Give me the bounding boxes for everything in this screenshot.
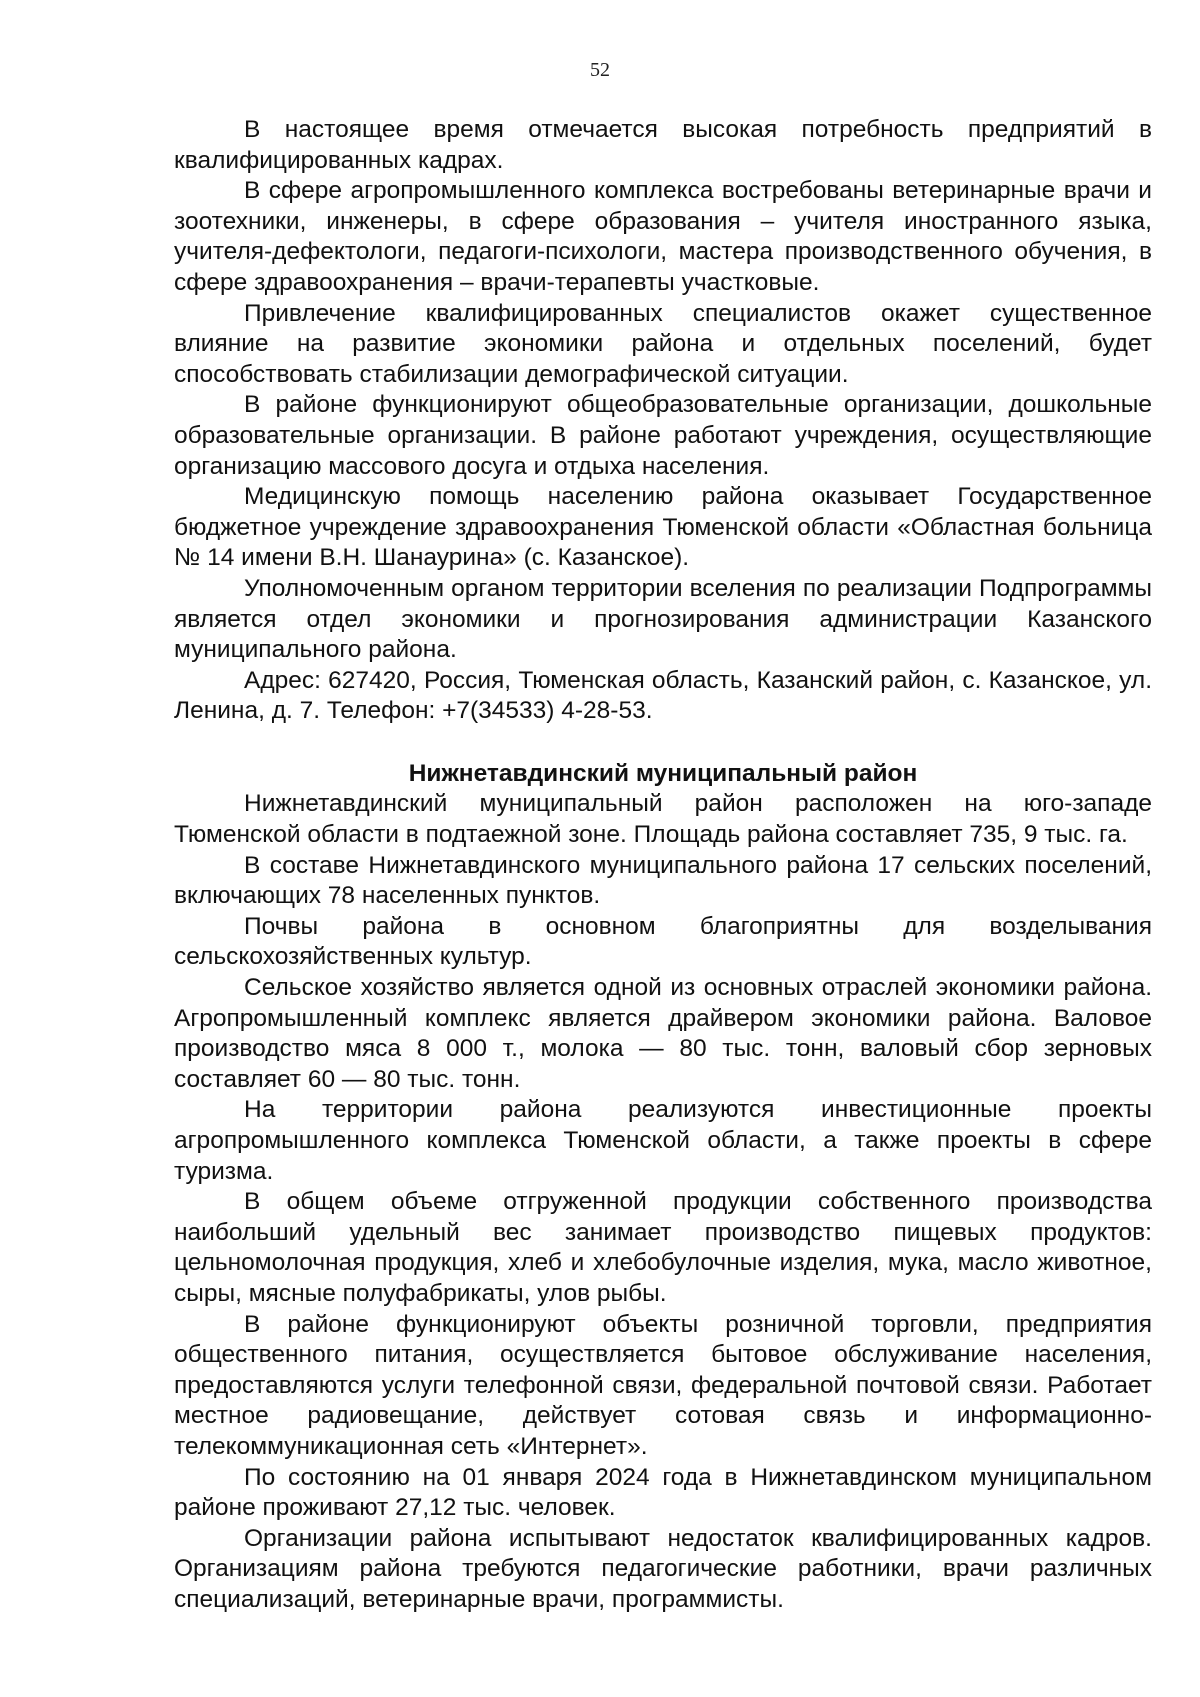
paragraph: В общем объеме отгруженной продукции собственного производства наибольший удельный вес занимает производство пищевых продуктов: цельномолочная продукция, хлеб и хлебобулочные изделия, мука, масло животное, сыры, мясные полуфабрикаты, улов рыбы. (174, 1188, 1152, 1307)
paragraph: На территории района реализуются инвестиционные проекты агропромышленного комплекса Тюменской области, а также проекты в сфере туризма. (174, 1096, 1152, 1185)
paragraph: По состоянию на 01 января 2024 года в Нижнетавдинском муниципальном районе проживают 27,12 тыс. человек. (174, 1463, 1152, 1522)
paragraph: В районе функционируют объекты розничной торговли, предприятия общественного питания, осуществляется бытовое обслуживание населения, предоставляются услуги телефонной связи, федеральной почтовой связи. Работает местное радиовещание, действует сотовая связь и информационно-телекоммуникационная сеть «Интернет». (174, 1310, 1152, 1460)
paragraph: Адрес: 627420, Россия, Тюменская область, Казанский район, с. Казанское, ул. Ленина, д. 7. Телефон: +7(34533) 4-28-53. (174, 666, 1152, 725)
paragraph: Уполномоченным органом территории вселения по реализации Подпрограммы является отдел экономики и прогнозирования администрации Казанского муниципального района. (174, 574, 1152, 664)
paragraph: В составе Нижнетавдинского муниципального района 17 сельских поселений, включающих 78 населенных пунктов. (174, 851, 1152, 910)
paragraph: Привлечение квалифицированных специалистов окажет существенное влияние на развитие экономики района и отдельных поселений, будет способствовать стабилизации демографической ситуации. (174, 299, 1152, 388)
paragraph: Организации района испытывают недостаток квалифицированных кадров. Организациям района требуются педагогические работники, врачи различных специализаций, ветеринарные врачи, программисты. (174, 1524, 1152, 1613)
section-heading: Нижнетавдинский муниципальный район (408, 759, 918, 787)
paragraph: В настоящее время отмечается высокая потребность предприятий в квалифицированных кадрах. (174, 116, 1152, 174)
paragraph: В сфере агропромышленного комплекса востребованы ветеринарные врачи и зоотехники, инженеры, в сфере образования – учителя иностранного языка, учителя-дефектологи, педагоги-психологи, мастера производственного обучения, в сфере здравоохранения – врачи-терапевты участковые. (174, 177, 1152, 296)
paragraph: Нижнетавдинский муниципальный район расположен на юго-западе Тюменской области в подтаежной зоне. Площадь района составляет 735, 9 тыс. га. (174, 790, 1152, 849)
paragraph: В районе функционируют общеобразовательные организации, дошкольные образовательные организации. В районе работают учреждения, осуществляющие организацию массового досуга и отдыха населения. (174, 391, 1152, 480)
section-spacer (174, 727, 1152, 759)
page-body (174, 115, 1152, 1616)
paragraph: Медицинскую помощь населению района оказывает Государственное бюджетное учреждение здравоохранения Тюменской области «Областная больница № 14 имени В.Н. Шанаурина» (с. Казанское). (174, 483, 1152, 572)
page-number: 52 (590, 59, 610, 81)
paragraph: Почвы района в основном благоприятны для возделывания сельскохозяйственных культур. (174, 912, 1152, 971)
paragraph: Сельское хозяйство является одной из основных отраслей экономики района. Агропромышленный комплекс является драйвером экономики района. Валовое производство мяса 8 000 т., молока — 80 тыс. тонн, валовый сбор зерновых составляет 60 — 80 тыс. тонн. (174, 974, 1152, 1093)
